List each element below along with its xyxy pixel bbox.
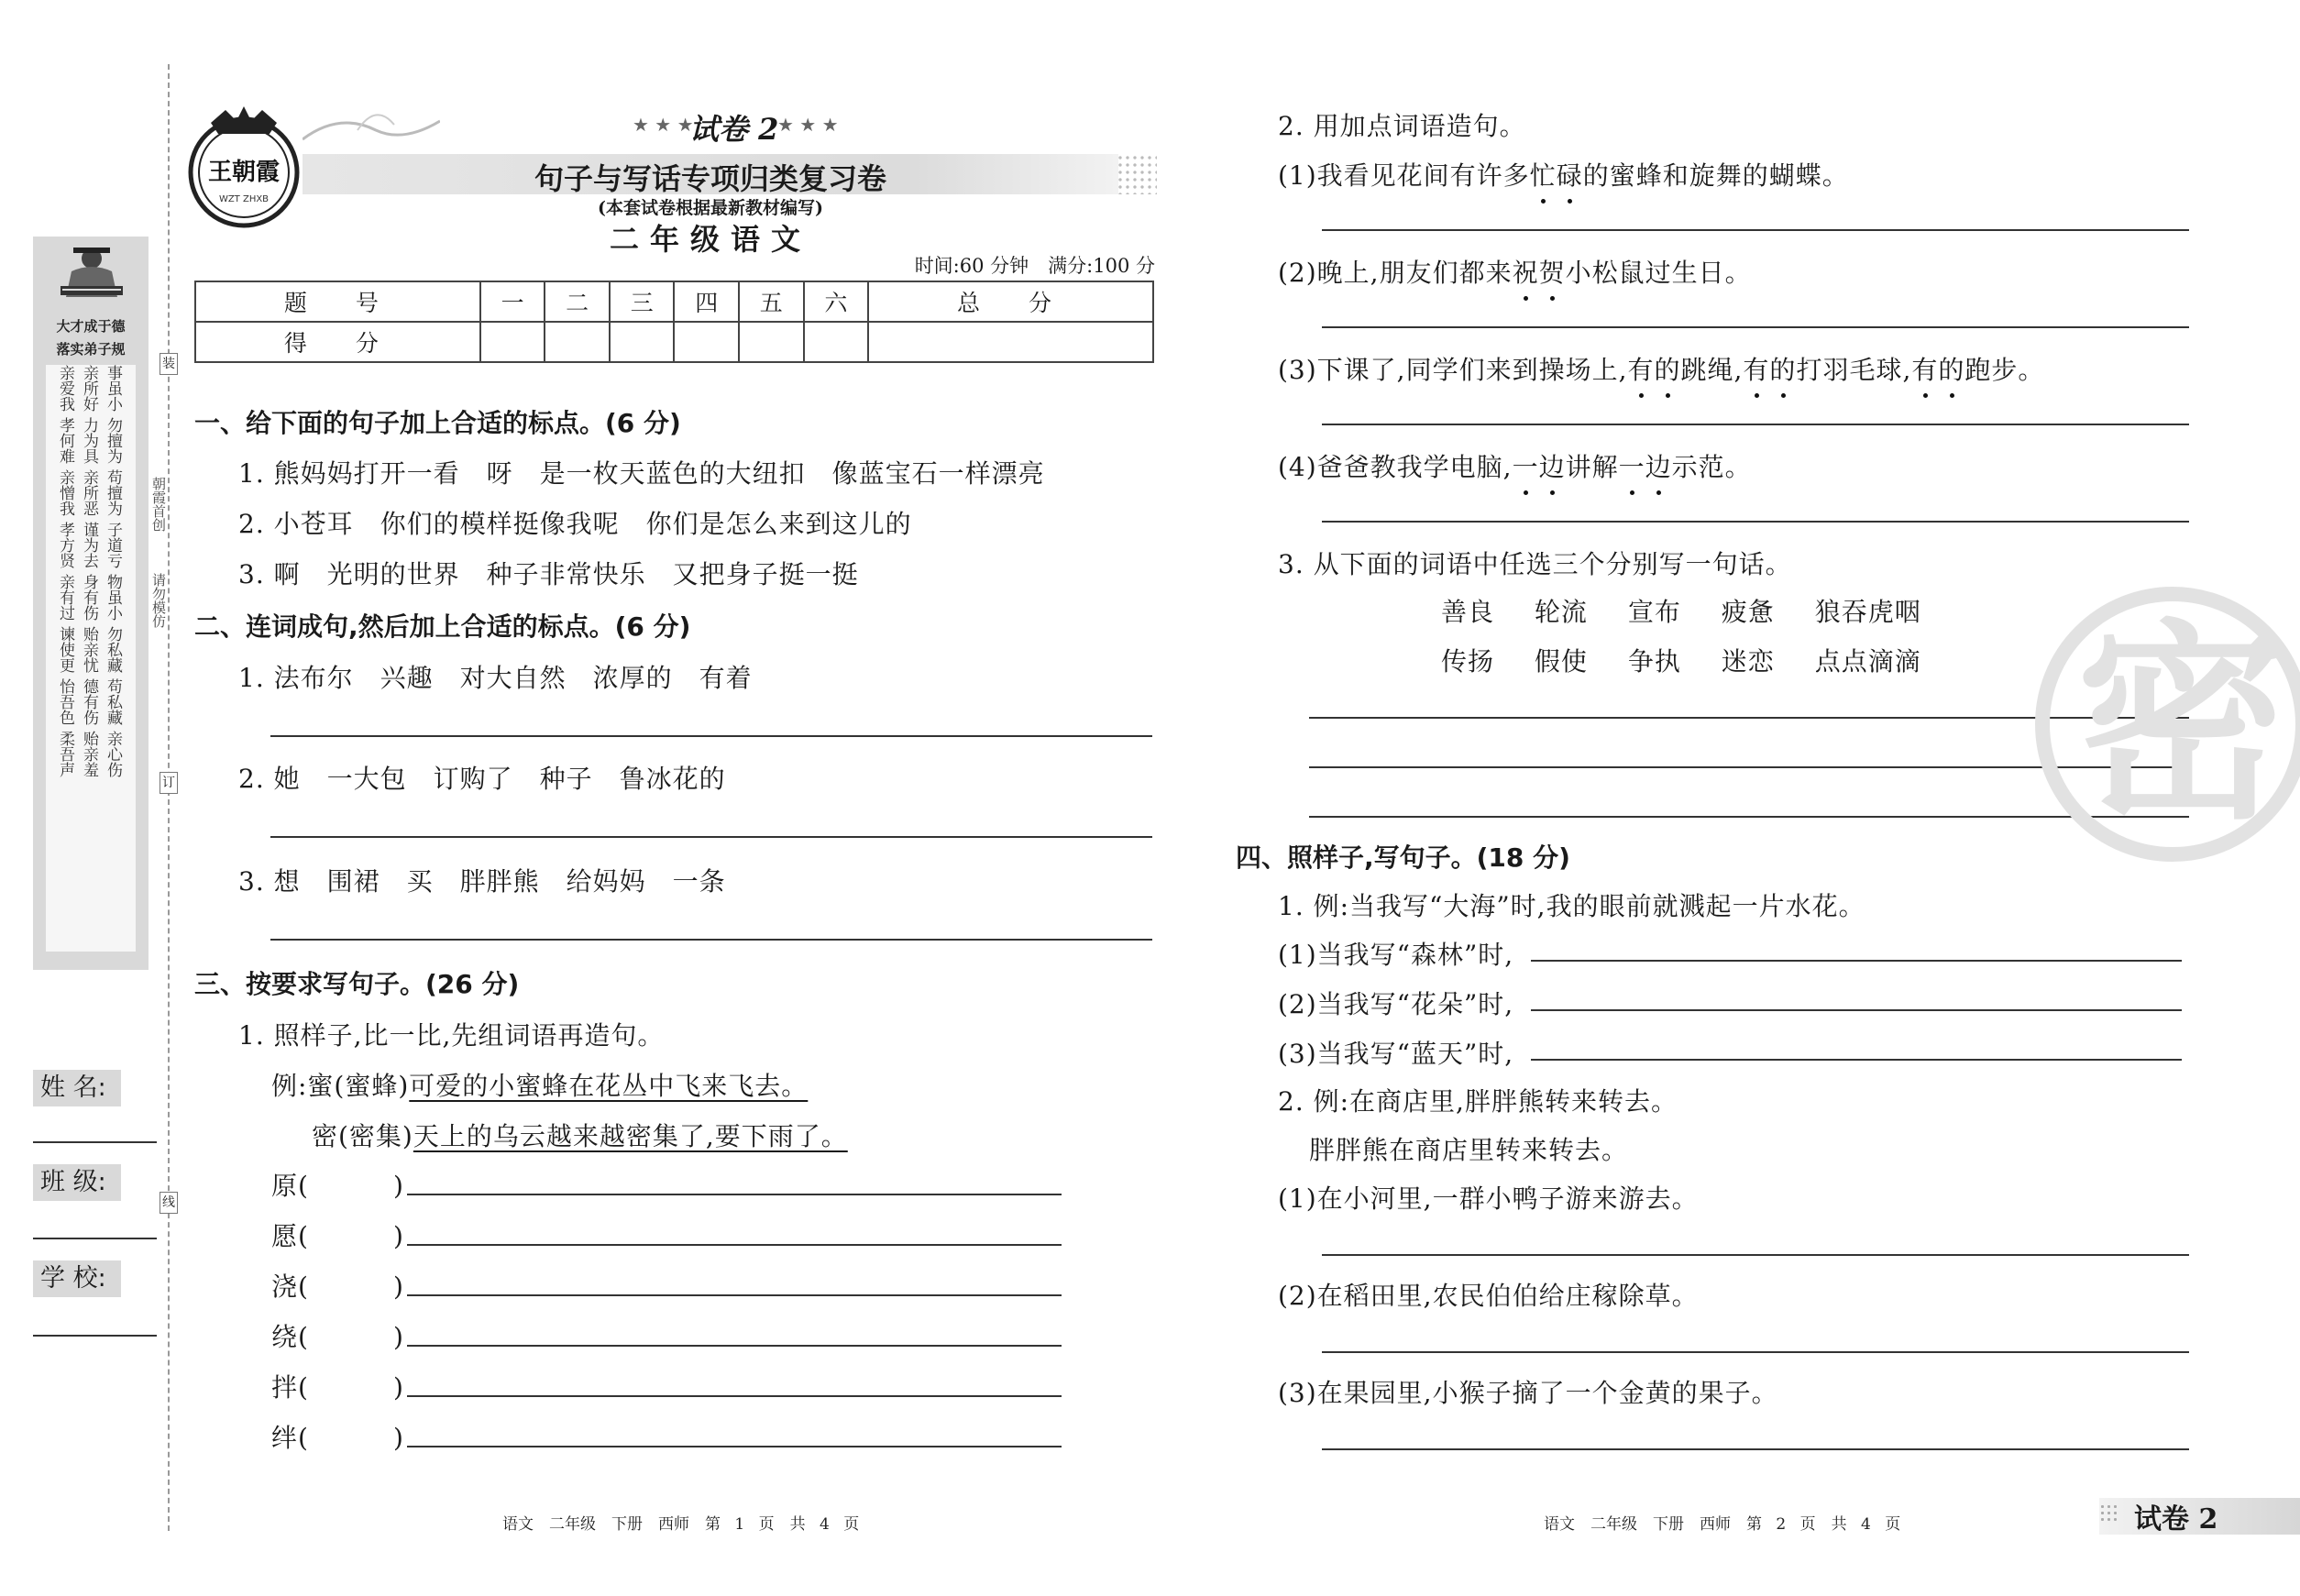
example-line-2 (312, 1117, 848, 1153)
time-info: 时间:60 分钟 满分:100 分 (914, 255, 1155, 277)
emphasis-dot-char: 贺 (1539, 253, 1566, 290)
dotted-word (1513, 452, 1566, 482)
score-table (194, 281, 1154, 363)
word-bank-item: 善良 (1441, 597, 1495, 627)
footer-right: 语文 二年级 下册 西师 第 2 页 共 4 页 (1544, 1515, 1901, 1534)
class-input-line[interactable] (33, 1238, 157, 1239)
q2-item-3 (1278, 350, 2044, 387)
paper-label: 试卷 2 (689, 112, 779, 147)
sentence-answer-line[interactable] (407, 1244, 1062, 1246)
answer-line[interactable] (1322, 1448, 2189, 1450)
score-header-cell: 一 (480, 281, 545, 322)
virtue-verse-column: 勿私藏 (104, 626, 122, 673)
scholar-illustration-icon (53, 244, 130, 304)
section4-title: 四、照样子,写句子。(18 分) (1236, 842, 1570, 873)
q2-text: 示范。 (1671, 452, 1752, 482)
q2-text: 打羽毛球, (1796, 355, 1912, 385)
answer-line[interactable] (1531, 1009, 2182, 1011)
q2-text: 讲解 (1565, 452, 1619, 482)
dotted-word (1619, 452, 1672, 482)
example-2-sentence: 天上的乌云越来越密集了,要下雨了。 (413, 1121, 848, 1151)
name-input-line[interactable] (33, 1141, 157, 1143)
virtue-verse-column: 苟私藏 (104, 678, 122, 725)
section1-item: 3. 啊 光明的世界 种子非常快乐 又把身子挺一挺 (238, 559, 859, 589)
answer-line[interactable] (1322, 1254, 2189, 1256)
virtue-verse-column: 德有伤 (80, 678, 98, 725)
word-bank-row-2 (1441, 642, 1953, 678)
emphasis-dot-char: 的 (1938, 350, 1964, 387)
answer-line[interactable] (1322, 229, 2189, 231)
school-label: 学 校: (33, 1260, 121, 1297)
answer-line[interactable] (270, 836, 1152, 838)
virtue-verse-column: 苟擅为 (104, 469, 122, 516)
stars-left: ★ ★ ★ (633, 114, 694, 136)
slogan-line-2: 落实弟子规 (56, 341, 126, 358)
word-bank-item: 争执 (1627, 646, 1681, 677)
score-cell[interactable] (868, 322, 1153, 362)
char-practice-row (271, 1166, 404, 1203)
q2-text: 跑步。 (1964, 355, 2045, 385)
emphasis-dot-char: 忙 (1530, 156, 1557, 193)
title-band-pattern (1117, 154, 1157, 194)
virtue-verse-column: 物虽小 (104, 574, 122, 621)
word-bank-item: 点点滴滴 (1814, 646, 1921, 677)
emphasis-dot-char: 的 (1769, 350, 1796, 387)
ribbon-decoration-icon (303, 103, 440, 158)
score-header-cell: 总 分 (868, 281, 1153, 322)
virtue-verse-column: 亲心伤 (104, 731, 122, 777)
section4-q1-example: 1. 例:当我写“大海”时,我的眼前就溅起一片水花。 (1278, 891, 1865, 921)
practice-char: 原( (271, 1171, 309, 1201)
emphasis-dot-char: 有 (1911, 350, 1938, 387)
word-bank-row-1 (1441, 592, 1953, 629)
section4-q1-item: (1)当我写“森林”时, (1278, 940, 1514, 970)
class-label: 班 级: (33, 1164, 121, 1201)
q2-text: (3)下课了,同学们来到操场上, (1278, 355, 1628, 385)
section4-q1-item: (3)当我写“蓝天”时, (1278, 1039, 1514, 1069)
q2-item-1 (1278, 156, 1849, 193)
emphasis-dot-char: 的 (1654, 350, 1680, 387)
emphasis-dot-char: 边 (1645, 447, 1672, 484)
q2-text: (1)我看见花间有许多 (1278, 160, 1530, 191)
score-cell[interactable] (610, 322, 675, 362)
virtue-verse-column: 贻亲忧 (80, 626, 98, 673)
emphasis-dot-char: 碌 (1557, 156, 1583, 193)
side-text-original: 朝霞首创 (150, 477, 167, 532)
section3-q1-title: 1. 照样子,比一比,先组词语再造句。 (238, 1020, 665, 1051)
grade-subject: 二年级语文 (609, 222, 811, 257)
binding-seal-2: 订 (160, 772, 178, 794)
section1-item: 2. 小苍耳 你们的模样挺像我呢 你们是怎么来到这儿的 (238, 509, 912, 539)
char-practice-row (271, 1368, 404, 1404)
virtue-verse-columns (53, 365, 136, 783)
score-header-cell: 题 号 (195, 281, 480, 322)
word-bank-item: 轮流 (1534, 597, 1588, 627)
char-practice-row (271, 1317, 404, 1354)
char-practice-row (271, 1418, 404, 1455)
watermark-text: 密 (2075, 600, 2287, 848)
q2-text: 跳绳, (1680, 355, 1744, 385)
example-line-1 (271, 1066, 808, 1103)
q2-item-2 (1278, 253, 1752, 290)
virtue-verse-column: 亲所恶 (80, 469, 98, 516)
answer-line[interactable] (1322, 424, 2189, 425)
practice-char: 浇( (271, 1271, 309, 1302)
virtue-verse-column: 孝方贤 (56, 522, 74, 568)
score-cell[interactable] (739, 322, 804, 362)
corner-pattern (2099, 1503, 2119, 1524)
virtue-verse-column: 谨为去 (80, 522, 98, 568)
section3-title: 三、按要求写句子。(26 分) (194, 969, 520, 999)
section4-q2-example: 2. 例:在商店里,胖胖熊转来转去。 (1278, 1086, 1678, 1117)
dotted-word (1530, 160, 1583, 191)
dotted-word (1911, 355, 1964, 385)
answer-line[interactable] (1322, 521, 2189, 523)
virtue-verse-column: 子道亏 (104, 522, 122, 568)
answer-line[interactable] (270, 939, 1152, 941)
score-header-cell: 六 (804, 281, 869, 322)
sentence-answer-line[interactable] (407, 1294, 1062, 1296)
word-bank-item: 疲惫 (1721, 597, 1775, 627)
section1-item: 1. 熊妈妈打开一看 呀 是一枚天蓝色的大纽扣 像蓝宝石一样漂亮 (238, 458, 1045, 489)
emphasis-dot-char: 边 (1539, 447, 1566, 484)
virtue-verse-column: 亲憎我 (56, 469, 74, 516)
virtue-verse-column: 孝何难 (56, 417, 74, 464)
practice-char: 绊( (271, 1423, 309, 1453)
virtue-verse-column: 亲有过 (56, 574, 74, 621)
score-table-header-row (195, 281, 1153, 322)
paren-close: ) (392, 1423, 404, 1453)
emphasis-dot-char: 有 (1627, 350, 1654, 387)
score-header-cell: 三 (610, 281, 675, 322)
virtue-verse-column: 亲所好 (80, 365, 98, 412)
corner-paper-label: 试卷 2 (2134, 1503, 2218, 1535)
score-row-label: 得 分 (195, 322, 480, 362)
section4-q2-example-answer: 胖胖熊在商店里转来转去。 (1309, 1135, 1629, 1165)
virtue-verse-column: 贻亲羞 (80, 731, 98, 777)
section1-title: 一、给下面的句子加上合适的标点。(6 分) (194, 408, 681, 438)
section2-item: 2. 她 一大包 订购了 种子 鲁冰花的 (238, 764, 726, 794)
sentence-answer-line[interactable] (407, 1194, 1062, 1195)
name-label: 姓 名: (33, 1070, 121, 1106)
section3-q2-title: 2. 用加点词语造句。 (1278, 111, 1526, 141)
dotted-word (1513, 258, 1566, 288)
practice-char: 绕( (271, 1322, 309, 1352)
q2-item-4 (1278, 447, 1752, 484)
paren-close: ) (392, 1171, 404, 1201)
school-input-line[interactable] (33, 1335, 157, 1337)
section2-item: 1. 法布尔 兴趣 对大自然 浓厚的 有着 (238, 663, 753, 693)
char-practice-row (271, 1216, 404, 1253)
word-bank-item: 宣布 (1627, 597, 1681, 627)
paren-close: ) (392, 1221, 404, 1251)
answer-line[interactable] (1322, 326, 2189, 328)
sentence-answer-line[interactable] (407, 1345, 1062, 1347)
paper-subtitle: (本套试卷根据最新教材编写) (598, 198, 823, 218)
footer-left: 语文 二年级 下册 西师 第 1 页 共 4 页 (502, 1515, 860, 1534)
emphasis-dot-char: 一 (1513, 447, 1539, 484)
q2-text: (4)爸爸教我学电脑, (1278, 452, 1513, 482)
word-bank-item: 假使 (1534, 646, 1588, 677)
word-bank-item: 迷恋 (1721, 646, 1775, 677)
virtue-verse-column: 谏使更 (56, 626, 74, 673)
dotted-word (1627, 355, 1680, 385)
sentence-answer-line[interactable] (407, 1446, 1062, 1447)
virtue-verse-column: 事虽小 (104, 365, 122, 412)
score-cell[interactable] (545, 322, 610, 362)
binding-seal-1: 装 (160, 353, 178, 375)
answer-line[interactable] (1309, 816, 2189, 818)
score-cell[interactable] (804, 322, 869, 362)
virtue-verse-column: 力为具 (80, 417, 98, 464)
word-bank-item: 传扬 (1441, 646, 1495, 677)
score-table-score-row (195, 322, 1153, 362)
sentence-answer-line[interactable] (407, 1395, 1062, 1397)
side-text-no-copy: 请勿模仿 (150, 573, 167, 628)
dotted-word (1743, 355, 1796, 385)
logo-subtext: WZT ZHXB (218, 194, 270, 204)
score-header-cell: 五 (739, 281, 804, 322)
example-2-prefix: 密(密集) (312, 1121, 413, 1151)
practice-char: 愿( (271, 1221, 309, 1251)
section4-q2-item: (3)在果园里,小猴子摘了一个金黄的果子。 (1278, 1378, 1778, 1408)
binding-seal-3: 线 (160, 1192, 178, 1214)
virtue-verse-column: 柔吾声 (56, 731, 74, 777)
score-header-cell: 四 (674, 281, 739, 322)
emphasis-dot-char: 祝 (1513, 253, 1539, 290)
q2-text: (2)晚上,朋友们都来 (1278, 258, 1513, 288)
section4-q1-item: (2)当我写“花朵”时, (1278, 989, 1514, 1019)
section3-q3-title: 3. 从下面的词语中任选三个分别写一句话。 (1278, 549, 1792, 579)
virtue-verse-column: 怡吾色 (56, 678, 74, 725)
emphasis-dot-char: 有 (1743, 350, 1769, 387)
section4-q2-item: (1)在小河里,一群小鸭子游来游去。 (1278, 1183, 1699, 1214)
answer-line[interactable] (1322, 1351, 2189, 1353)
q2-text: 小松鼠过生日。 (1565, 258, 1752, 288)
virtue-verse-column: 亲爱我 (56, 365, 74, 412)
section2-title: 二、连词成句,然后加上合适的标点。(6 分) (194, 611, 691, 642)
char-practice-row (271, 1267, 404, 1304)
score-header-cell: 二 (545, 281, 610, 322)
answer-line[interactable] (270, 735, 1152, 737)
brand-logo-icon (180, 103, 308, 231)
answer-line[interactable] (1531, 960, 2182, 962)
answer-line[interactable] (1531, 1059, 2182, 1061)
score-cell[interactable] (480, 322, 545, 362)
logo-text: 王朝霞 (207, 159, 281, 186)
stars-right: ★ ★ ★ (777, 114, 839, 136)
practice-char: 拌( (271, 1372, 309, 1403)
slogan-line-1: 大才成于德 (56, 318, 126, 335)
paren-close: ) (392, 1271, 404, 1302)
virtue-verse-column: 勿擅为 (104, 417, 122, 464)
score-cell[interactable] (674, 322, 739, 362)
virtue-verse-column: 身有伤 (80, 574, 98, 621)
emphasis-dot-char: 一 (1619, 447, 1645, 484)
section2-item: 3. 想 围裙 买 胖胖熊 给妈妈 一条 (238, 866, 726, 897)
section4-q2-item: (2)在稻田里,农民伯伯给庄稼除草。 (1278, 1281, 1699, 1311)
paper-title: 句子与写话专项归类复习卷 (534, 161, 886, 196)
word-bank-item: 狼吞虎咽 (1814, 597, 1921, 627)
example-1-sentence: 可爱的小蜜蜂在花丛中飞来飞去。 (409, 1071, 809, 1101)
paren-close: ) (392, 1322, 404, 1352)
q2-text: 的蜜蜂和旋舞的蝴蝶。 (1582, 160, 1849, 191)
binding-dashed-line (168, 64, 170, 1531)
example-1-prefix: 例:蜜(蜜蜂) (271, 1071, 410, 1101)
paren-close: ) (392, 1372, 404, 1403)
